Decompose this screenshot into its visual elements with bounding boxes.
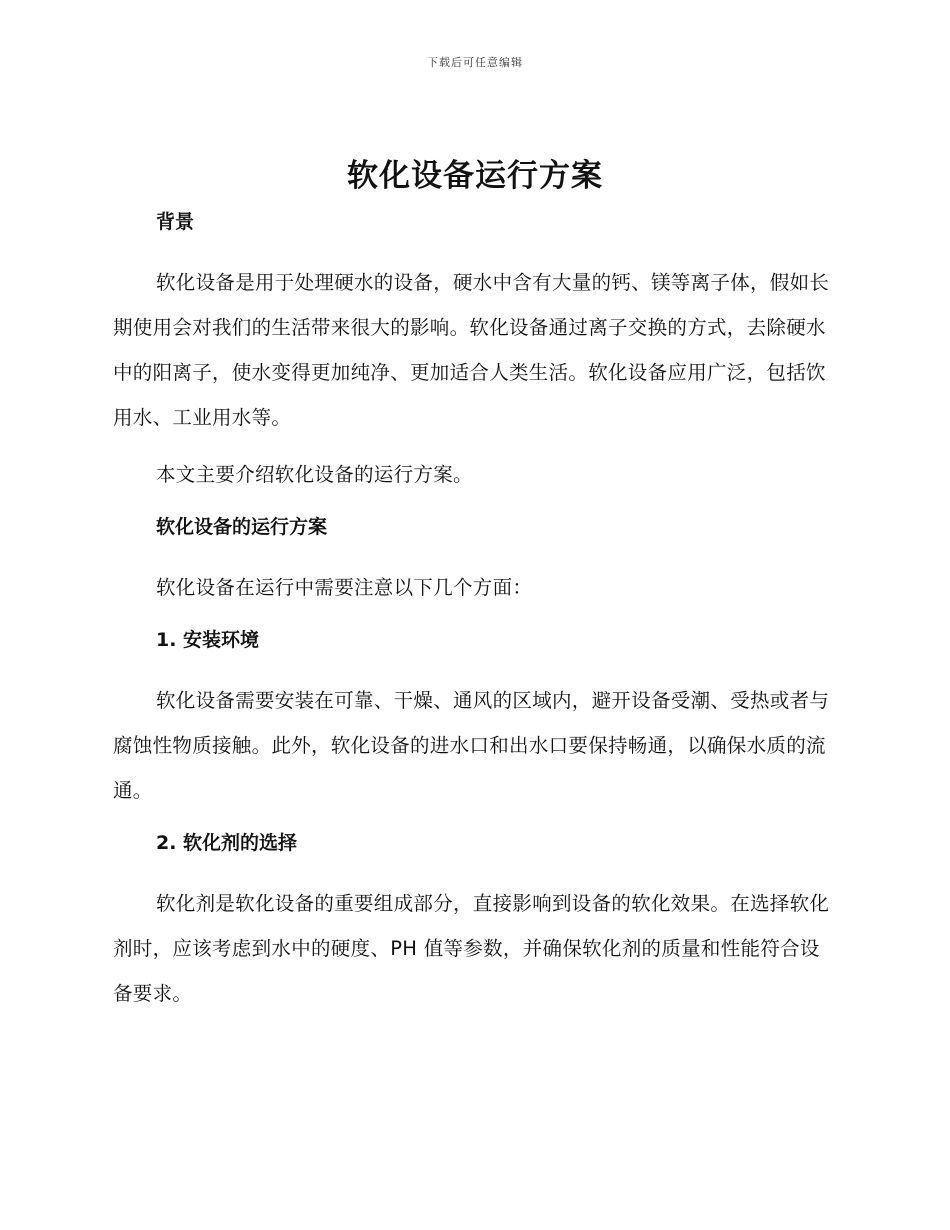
subheading-install-environment: 1. 安装环境 (156, 629, 260, 651)
paragraph-plan-intro: 软化设备在运行中需要注意以下几个方面： (156, 576, 533, 599)
section-heading-background: 背景 (156, 211, 195, 233)
document-body (113, 204, 833, 1028)
paragraph-install-environment: 软化设备需要安装在可靠、干燥、通风的区域内，避开设备受潮、受热或者与腐蚀性物质接触。此外，软化设备的进水口和出水口要保持畅通，以确保水质的流通。 (113, 689, 830, 802)
section-heading-plan: 软化设备的运行方案 (156, 516, 328, 538)
paragraph-background-2: 本文主要介绍软化设备的运行方案。 (156, 463, 473, 486)
paragraph-softener-selection: 软化剂是软化设备的重要组成部分，直接影响到设备的软化效果。在选择软化剂时，应该考虑到水中的硬度、PH 值等参数，并确保软化剂的质量和性能符合设备要求。 (113, 892, 830, 1005)
subheading-softener-selection: 2. 软化剂的选择 (156, 832, 298, 854)
document-title: 软化设备运行方案 (347, 158, 603, 194)
paragraph-background-1: 软化设备是用于处理硬水的设备，硬水中含有大量的钙、镁等离子体，假如长期使用会对我们的生活带来很大的影响。软化设备通过离子交换的方式，去除硬水中的阳离子，使水变得更加纯净、更加适合人类生活。软化设备应用广泛，包括饮用水、工业用水等。 (113, 271, 830, 429)
page-header-note: 下载后可任意编辑 (427, 56, 523, 69)
